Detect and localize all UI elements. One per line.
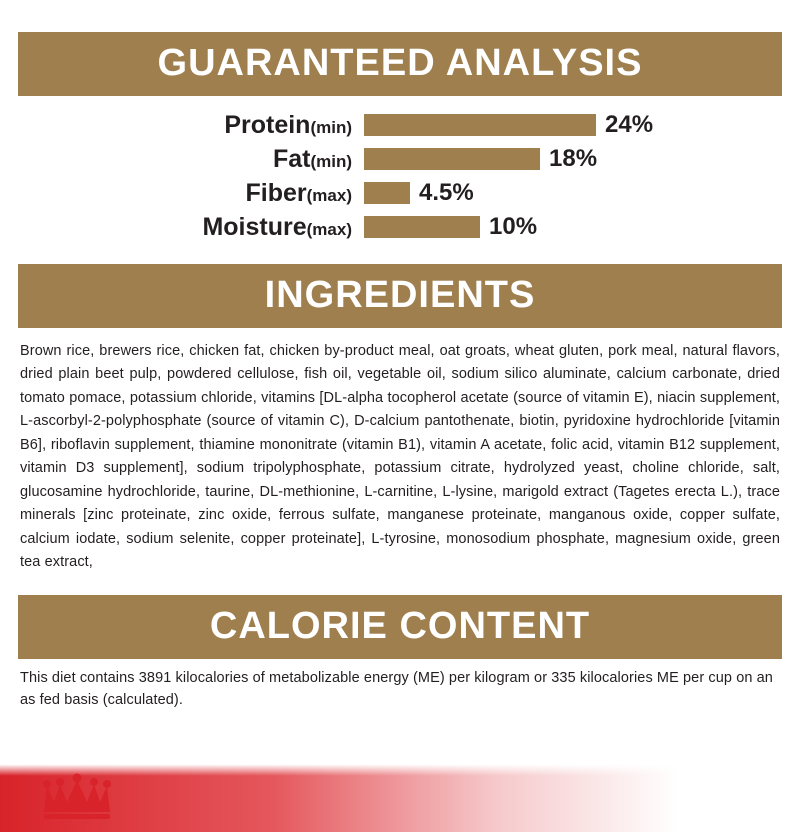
chart-row-label — [22, 111, 364, 140]
nutrient-qualifier: (max) — [306, 185, 352, 205]
chart-row-track — [364, 212, 778, 242]
section-header-guaranteed-analysis: GUARANTEED ANALYSIS — [18, 32, 782, 96]
section-header-ingredients: INGREDIENTS — [18, 264, 782, 328]
nutrient-qualifier: (min) — [310, 117, 352, 137]
calorie-content-text: This diet contains 3891 kilocalories of metabolizable energy (ME) per kilogram or 335 kilocalories ME per cup on an as fed basis (calculated). — [20, 669, 773, 709]
section-header-calorie-content: CALORIE CONTENT — [18, 595, 782, 659]
chart-row — [22, 110, 778, 140]
product-label-page — [0, 32, 800, 832]
nutrient-name: Fiber — [245, 178, 307, 207]
chart-row-label — [22, 145, 364, 174]
nutrient-qualifier: (max) — [306, 219, 352, 239]
nutrient-qualifier: (min) — [310, 151, 352, 171]
chart-value-label: 10% — [489, 213, 538, 240]
chart-row-label — [22, 213, 364, 242]
nutrient-name: Moisture — [202, 212, 307, 241]
chart-bar — [364, 182, 410, 204]
nutrient-name: Fat — [272, 144, 311, 173]
chart-value-label: 18% — [549, 145, 598, 172]
chart-row-track — [364, 178, 778, 208]
chart-bar — [364, 114, 596, 136]
nutrient-name: Protein — [224, 110, 311, 139]
chart-row-label — [22, 179, 364, 208]
chart-row — [22, 144, 778, 174]
chart-row — [22, 212, 778, 242]
footer-fade-overlay — [0, 760, 800, 832]
chart-value-label: 24% — [605, 111, 654, 138]
ingredients-text: Brown rice, brewers rice, chicken fat, chicken by-product meal, oat groats, wheat gluten, pork meal, natural flavors, dried plain beet pulp, powdered cellulose, fish oil, vegetable oil, sodium silico aluminate, calcium carbonate, dried tomato pomace, potassium chloride, vitamins [DL-alpha tocopherol acetate (source of vitamin E), niacin supplement, L-ascorbyl-2-polyphosphate (source of vitamin C), D-calcium pantothenate, biotin, pyridoxine hydrochloride [vitamin B6], riboflavin supplement, thiamine mononitrate (vitamin B1), vitamin A acetate, folic acid, vitamin B12 supplement, vitamin D3 supplement], sodium tripolyphosphate, potassium citrate, hydrolyzed yeast, choline chloride, salt, glucosamine hydrochloride, taurine, DL-methionine, L-carnitine, L-lysine, marigold extract (Tagetes erecta L.), trace minerals [zinc proteinate, zinc oxide, ferrous sulfate, manganese proteinate, manganous oxide, copper sulfate, calcium iodate, sodium selenite, copper proteinate], L-tyrosine, monosodium phosphate, magnesium oxide, green tea extract, — [20, 343, 780, 571]
footer — [0, 760, 800, 832]
chart-row-track — [364, 110, 778, 140]
royal-canin-crown-icon — [40, 772, 114, 820]
guaranteed-analysis-chart — [18, 110, 782, 242]
chart-row-track — [364, 144, 778, 174]
chart-bar — [364, 148, 540, 170]
chart-row — [22, 178, 778, 208]
chart-value-label: 4.5% — [419, 179, 474, 206]
chart-bar — [364, 216, 480, 238]
